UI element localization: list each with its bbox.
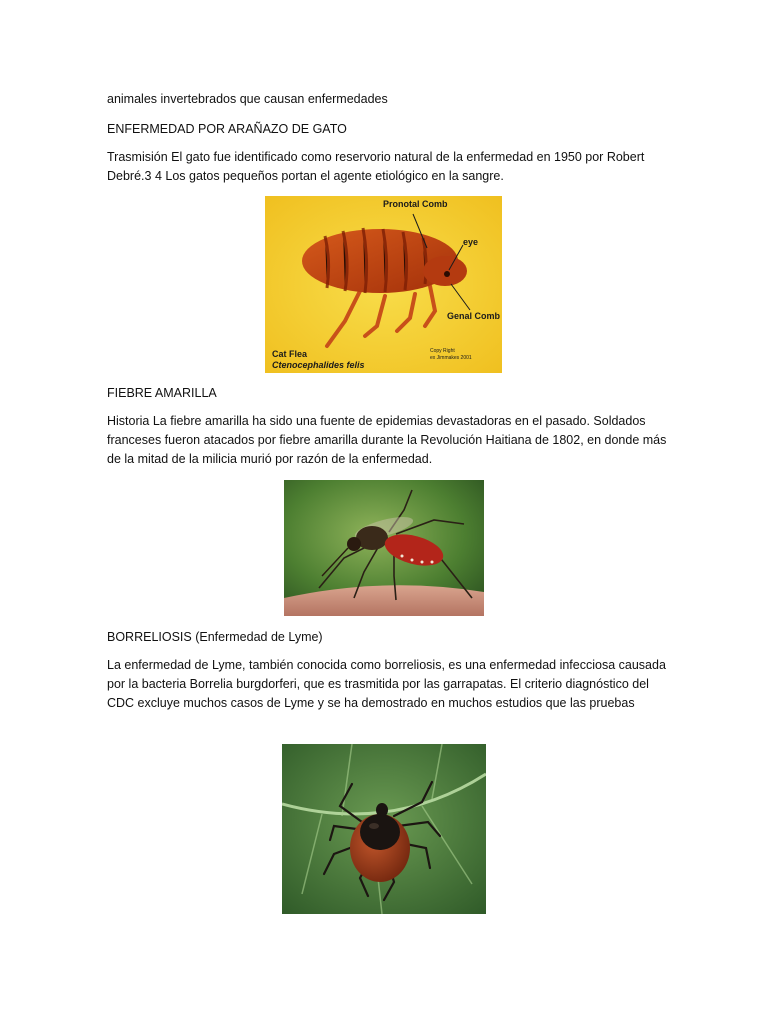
label-genal-comb: Genal Comb bbox=[447, 311, 501, 321]
section-body-cat-scratch: Trasmisión El gato fue identificado como reservorio natural de la enfermedad en 1950 por Robert Debré.3 4 Los gatos pequeños portan el agente etiológico en la sangre. bbox=[107, 150, 645, 183]
tick-scutum bbox=[360, 814, 400, 850]
cat-flea-image bbox=[265, 196, 502, 373]
flea-head bbox=[423, 256, 467, 286]
mosquito-thorax bbox=[356, 526, 388, 550]
label-copyright-1: Copy Right bbox=[430, 348, 455, 354]
mosquito-image bbox=[284, 480, 484, 616]
label-pronotal-comb: Pronotal Comb bbox=[383, 199, 448, 209]
section-body-lyme: La enfermedad de Lyme, también conocida como borreliosis, es una enfermedad infecciosa causada por la bacteria Borrelia burgdorferi, que es trasmitida por las garrapatas. El criterio diagnóstico del CDC excluye muchos casos de Lyme y se ha demostrado en muchos estudios que las pruebas bbox=[107, 658, 666, 710]
label-copyright-2: ex Jimmakes 2001 bbox=[430, 355, 472, 361]
label-scientific-name: Ctenocephalides felis bbox=[272, 360, 365, 370]
tick-image bbox=[282, 744, 486, 914]
label-common-name: Cat Flea bbox=[272, 349, 308, 359]
section-heading-yellow-fever: FIEBRE AMARILLA bbox=[107, 386, 217, 400]
section-heading-cat-scratch: ENFERMEDAD POR ARAÑAZO DE GATO bbox=[107, 122, 347, 136]
label-eye: eye bbox=[463, 237, 479, 247]
section-heading-lyme: BORRELIOSIS (Enfermedad de Lyme) bbox=[107, 630, 323, 644]
section-body-yellow-fever: Historia La fiebre amarilla ha sido una fuente de epidemias devastadoras en el pasado. Soldados franceses fueron atacados por fiebre amarilla durante la Revolución Haitiana de 1802, en donde más de la mitad de la milicia murió por razón de la enfermedad. bbox=[107, 414, 667, 466]
intro-line: animales invertebrados que causan enfermedades bbox=[107, 92, 388, 106]
